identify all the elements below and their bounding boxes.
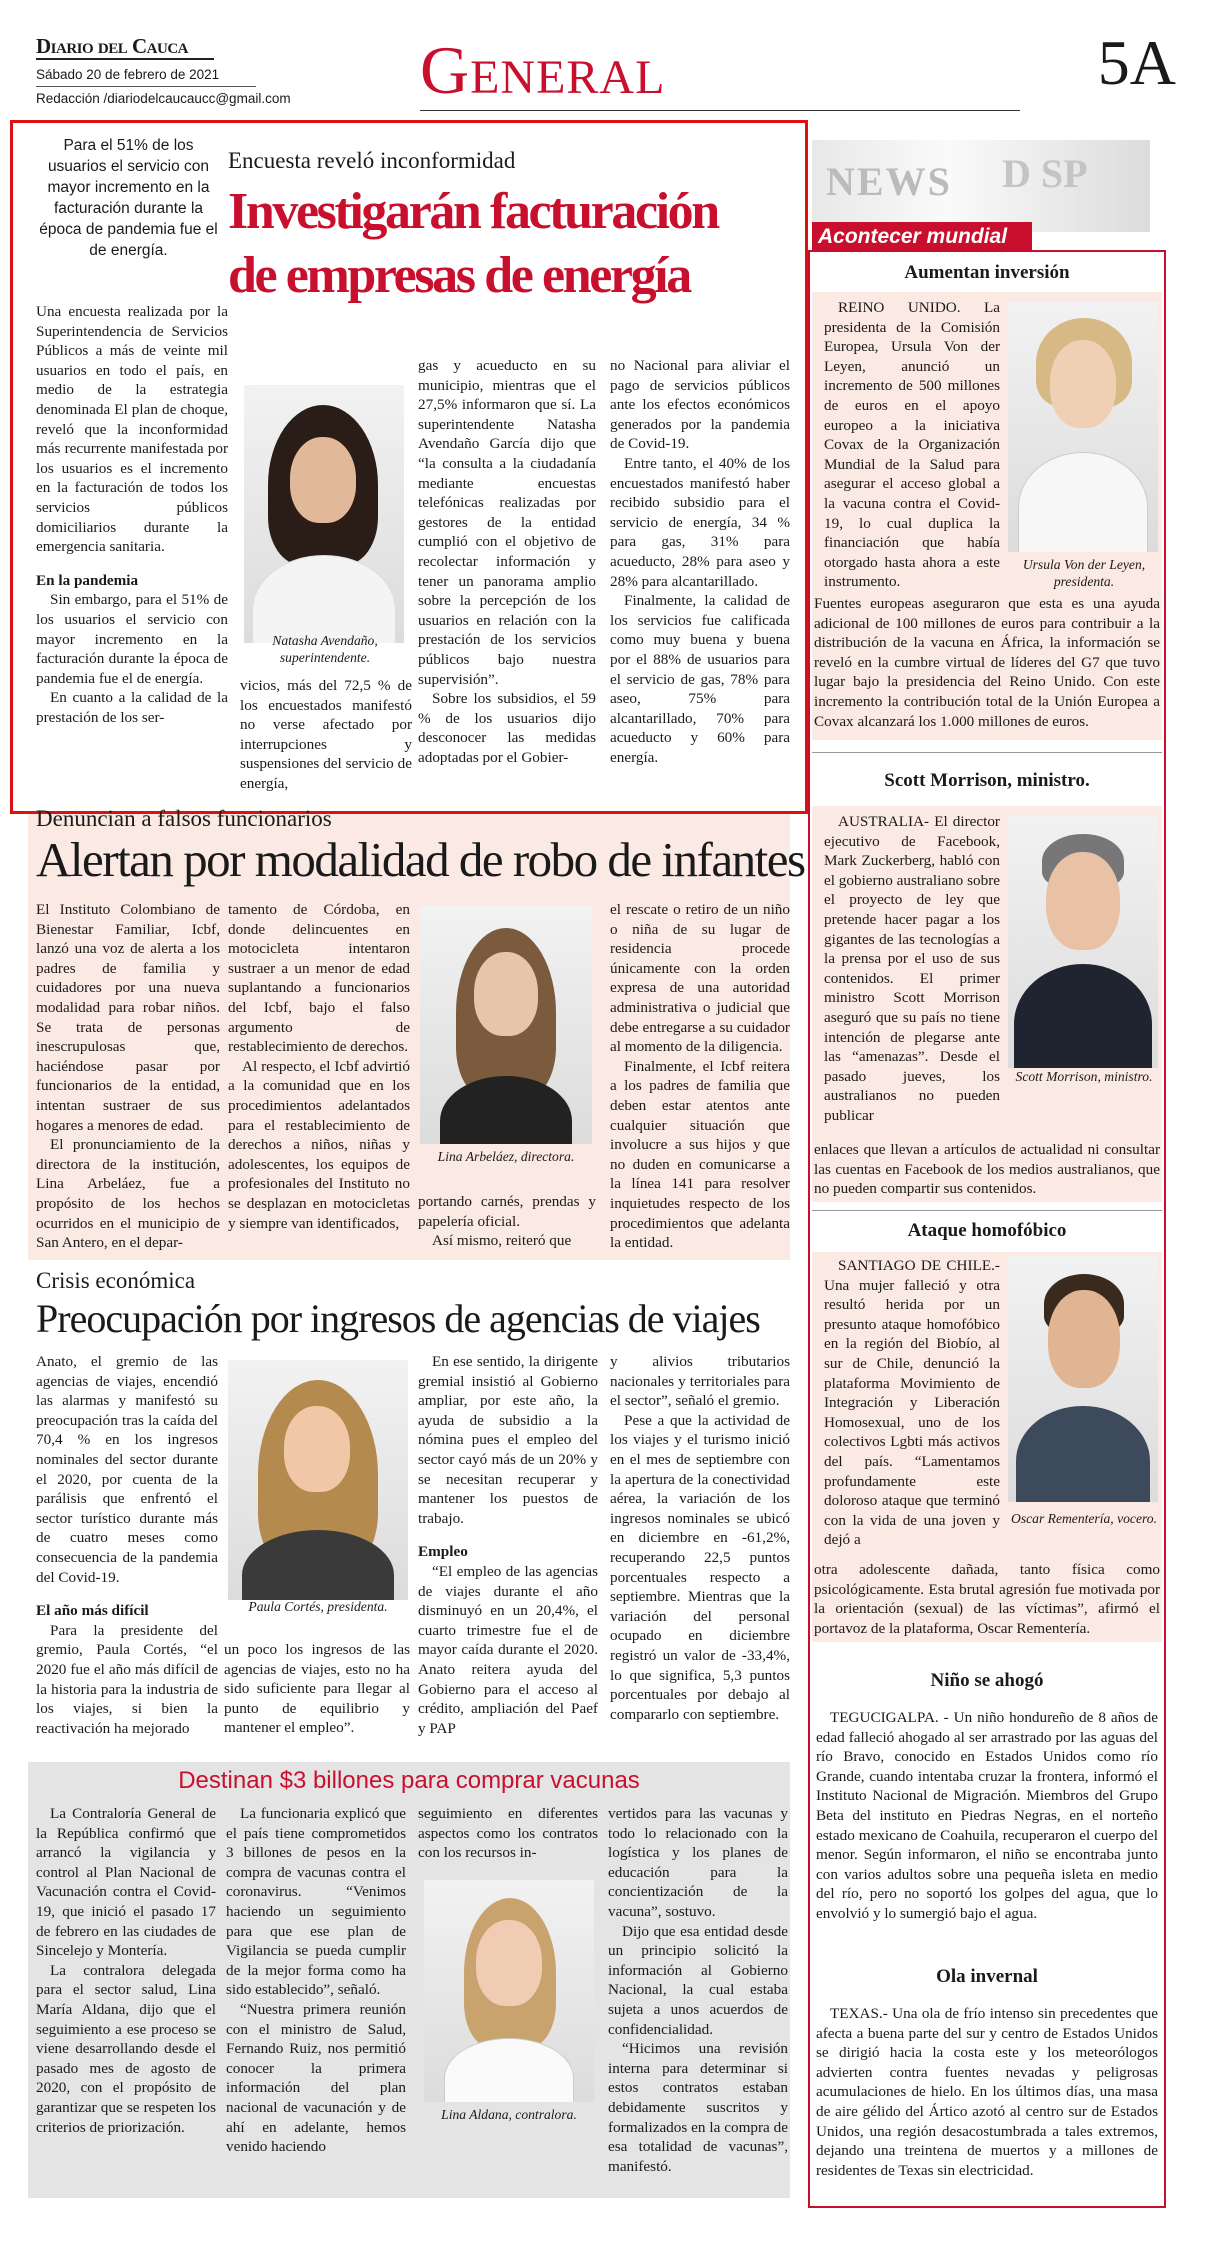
paragraph: TEXAS.- Una ola de frío intenso sin precedentes que afecta a buena parte del sur y centro de Estados Unidos se dirigió hacia la costa este y los meteorólogos advierten contra fuentes nevadas y peligrosas acumulaciones de hielo. En los últimos días, una masa de aire gélido del Ártico azotó al centro sur de Estados Unidos, una región desacostumbrada a tales extremos, dejando una treintena de muertos y a millones de residentes de Texas sin electricidad. [816,2005,1158,2179]
paragraph: La funcionaria explicó que el país tiene comprometidos 3 billones de pesos en la compra de vacunas contra el coronavirus. “Venimos haciendo un seguimiento para que ese plan de Vigilancia se pueda cumplir de la mejor forma como ha sido establecido”, señaló. [226,1805,406,1999]
story-vacunas-col3 [418,1804,598,1863]
story-agencias-col1 [36,1352,218,1738]
story-robo-col3 [418,1192,596,1251]
paragraph: REINO UNIDO. La presidenta de la Comisión Europea, Ursula Von der Leyen, anunció un incremento de 500 millones de euros en el apoyo europeo a la iniciativa Covax de la Organización Mundial de la Salud para asegurar el acceso global a la vacuna contra el Covid-19, lo cual duplica la financiación que había otorgado hasta ahora a este instrumento. [824,299,1000,591]
subhead: En la pandemia [36,571,139,589]
story-vacunas-col1 [36,1804,216,2137]
paragraph: enlaces que llevan a artículos de actualidad ni consultar las cuentas en Facebook de los medios australianos, que no pueden compartir sus contenidos. [814,1141,1160,1198]
sidebar-divider [812,752,1162,753]
sidebar-banner-image: NEWS D SP [812,140,1150,232]
paragraph: En cuanto a la calidad de la prestación de los ser- [36,689,228,726]
story-agencias-col4 [610,1352,790,1724]
photo-lina-arbelaez [420,906,592,1144]
photo-scott-morrison [1008,816,1158,1068]
paragraph: “El empleo de las agencias de viajes durante el año disminuyó en un 20,4%, el cuarto trimestre fue el de mayor caída durante el 2020. Anato reitera ayuda del Gobierno para el acceso al crédito, ampliación del Paef y PAP [418,1562,598,1737]
story-vacunas-col4 [608,1804,788,2176]
headline-line: de empresas de energía [228,247,690,304]
paragraph: Fuentes europeas aseguraron que esta es una ayuda adicional de 100 millones de euros para contribuir a la distribución de la vacuna en África, la información se reveló en la cumbre virtual de líderes del G7 que tuvo lugar bajo la presidencia del Reino Unido. Con este incremento la contribución total de la Unión Europea a Covax alcanzará los 1.000 millones de euros. [814,595,1160,730]
world-item-title: Ola invernal [936,1966,1038,1987]
paragraph: portando carnés, prendas y papelería oficial. [418,1193,596,1230]
photo-lina-aldana [424,1880,594,2102]
story-energy-col4 [610,356,790,767]
story-energy-col1 [36,302,228,727]
photo-caption: Lina Aldana, contralora. [441,2107,577,2122]
photo-caption: Paula Cortés, presidenta. [248,1599,388,1614]
story-vacunas-col2 [226,1804,406,2157]
subhead: Empleo [418,1543,468,1561]
story-agencias-headline: Preocupación por ingresos de agencias de viajes [36,1296,760,1341]
story-agencias-kicker: Crisis económica [36,1268,196,1293]
world-item-text [814,1140,1160,1199]
story-robo-headline: Alertan por modalidad de robo de infantes [36,832,805,887]
world-item-title: Scott Morrison, ministro. [884,770,1090,791]
story-agencias-col3 [418,1352,598,1738]
edition-date: Sábado 20 de febrero de 2021 [36,67,220,82]
paragraph: La contralora delegada para el sector salud, Lina María Aldana, dijo que el seguimiento a ese proceso se viene desarrollando desde el pasado mes de agosto de 2020, con el propósito de garantizar que se respeten los criterios de priorización. [36,1961,216,2136]
paragraph: Anato, el gremio de las agencias de viajes, encendió las alarmas y manifestó su preocupación tras la caída del 70,4 % en los ingresos nominales del sector durante el 2020, por cuenta de la parálisis que enfrentó el sector turístico durante más de cuatro meses como consecuencia de la pandemia del Covid-19. [36,1353,218,1586]
story-robo-kicker: Denuncian a falsos funcionarios [36,806,332,831]
subhead: El año más difícil [36,1602,149,1620]
paragraph: Finalmente, el Icbf reitera a los padres de familia que deben estar atentos ante cualquier situación que involucre a sus hijos y que no duden en comunicarse a la línea 141 para resolver inquietudes respecto de los procedimientos que adelanta la entidad. [610,1057,790,1252]
world-item-text [824,812,1000,1126]
paper-name: Diario del Cauca [36,34,189,58]
paragraph: tamento de Córdoba, en donde delincuentes en motocicleta intentaron sustraer a un menor de edad suplantando a funcionarios del Icbf, bajo el falso argumento de restablecimiento de derechos. [228,901,410,1056]
world-item-text [814,594,1160,731]
story-robo-col1 [36,900,220,1253]
story-energy-pullquote: Para el 51% de los usuarios el servicio con mayor incremento en la facturación durante la época de pandemia fue el de energía. [39,137,218,259]
photo-paula-cortes [228,1360,408,1600]
world-item-title: Niño se ahogó [930,1670,1044,1691]
paragraph: El Instituto Colombiano de Bienestar Familiar, Icbf, lanzó una voz de alerta a los padres de familia y cuidadores por una nueva modalidad para robar niños. Se trata de personas inescrupulosas que, haciéndose pasar por funcionarios de la entidad, intentan sustraer de sus hogares a menores de edad. [36,901,220,1134]
photo-caption: Ursula Von der Leyen, presidenta. [1022,557,1146,589]
paragraph: el rescate o retiro de un niño o niña de su lugar de residencia procede únicamente con la orden expresa de una autoridad administrativa o judicial que debe entregarse a su cuidador al momento de la diligencia. [610,901,790,1056]
world-item-text [824,298,1000,592]
world-item-text [814,1560,1160,1638]
paragraph: y alivios tributarios nacionales y territoriales para el sector”, señaló el gremio. [610,1353,790,1410]
paragraph: Dijo que esa entidad desde un principio solicitó la información al Gobierno Nacional, la cual estaba sujeta a unos acuerdos de confidencialidad. [608,1922,788,2038]
paragraph: En ese sentido, la dirigente gremial insistió al Gobierno ampliar, por este año, la ayuda de subsidio a la nómina pues el empleo del sector cayó más de un 20% y se necesitan recuperar y mantener los puestos de trabajo. [418,1353,598,1527]
paragraph: Una encuesta realizada por la Superintendencia de Servicios Públicos a más de veinte mil usuarios en todo el país, en medio de la estrategia denominada El plan de choque, reveló que la inconformidad más recurrente manifestada por los usuarios es el incremento en la facturación de todos los servicios públicos domiciliarios durante la emergencia sanitaria. [36,303,228,556]
section-title-text: General [420,32,666,108]
world-item-nino [816,1708,1158,1924]
header-rule [420,110,1020,111]
paragraph: Así mismo, reiteró que [432,1232,572,1250]
paragraph: Entre tanto, el 40% de los encuestados manifestó haber recibido subsidio para el servicio de energía, 34 % para gas, 31% para acueducto, 28% para aseo y 28% para alcantarillado. [610,454,790,590]
world-item-text [824,1256,1000,1550]
world-item-title: Aumentan inversión [904,262,1070,283]
section-title [420,32,666,108]
contact-email[interactable]: Redacción /diariodelcaucaucc@gmail.com [36,91,291,106]
world-item-ola [816,2004,1158,2180]
paragraph: vertidos para las vacunas y todo lo relacionado con la logística y los planes de educación para la concientización de la vacuna”, sostuvo. [608,1805,788,1920]
paragraph: Finalmente, la calidad de los servicios fue calificada como muy buena y buena por el 88% de usuarios para el servicio de gas, 78% para aseo, 75% para alcantarillado, 70% para acueducto y 60% para energía. [610,592,790,766]
paragraph: SANTIAGO DE CHILE.- Una mujer falleció y otra resultó herida por un presunto ataque homofóbico en la región del Biobío, al sur de Chile, denunció la plataforma Movimiento de Integración y Liberación Homosexual, uno de los colectivos Lgbti más activos del país. “Lamentamos profundamente este doloroso ataque que terminó con la vida de una joven y dejó a [824,1257,1000,1549]
paragraph: Para la presidente del gremio, Paula Cortés, “el 2020 fue el año más difícil de la historia para la industria de los viajes, si bien la reactivación ha mejorado [36,1621,218,1737]
story-robo-col4 [610,900,790,1253]
photo-caption: Scott Morrison, ministro. [1015,1069,1153,1084]
page-number: 5A [1097,27,1176,98]
story-vacunas-headline: Destinan $3 billones para comprar vacunas [178,1767,640,1794]
story-energy-kicker: Encuesta reveló inconformidad [228,148,516,173]
world-item-title: Ataque homofóbico [907,1220,1067,1241]
photo-natasha-avendano [244,385,404,643]
paragraph: La Contraloría General de la República confirmó que arrancó la vigilancia y control al Plan Nacional de Vacunación contra el Covid-19, que inició el pasado 17 de febrero en las ciudades de Sincelejo y Montería. [36,1805,216,1960]
story-agencias-col2 [224,1640,410,1738]
paragraph: TEGUCIGALPA. - Un niño hondureño de 8 años de edad falleció ahogado al ser arrastrado por las aguas del río Bravo, conocido en Estados Unidos como río Grande, cuando intentaba cruzar la frontera, informó el Instituto Nacional de Migración. Miembros del Grupo Beta del instituto en Piedras Negras, en el norteño estado mexicano de Coahuila, recuperaron el cuerpo del menor. Según informaron, el niño se encontraba junto con varios adultos sobre una pequeña isleta en medio del río, pero no soportó los golpes del agua, que lo envolvió y lo sumergió bajo el agua. [816,1709,1158,1922]
masthead-rule [36,58,214,60]
paragraph: “Hicimos una revisión interna para determinar si estos contratos estaban debidamente suscritos y formalizados en la compra de esa totalidad de vacunas”, manifestó. [608,2040,788,2175]
story-energy-headline [228,180,808,308]
paragraph: Pese a que la actividad de los viajes y el turismo inició en el mes de septiembre con la apertura de la conectividad aérea, la variación de los ingresos nominales se ubicó en diciembre en -61,2%, recuperando 22,5 puntos porcentuales respecto a septiembre. Mientras que la variación del personal ocupado en diciembre registró un valor de -33,4%, lo que significa, 5,3 puntos porcentuales por debajo al compararlo con septiembre. [610,1411,790,1723]
photo-caption: Natasha Avendaño, superintendente. [272,633,378,665]
paragraph: El pronunciamiento de la directora de la institución, Lina Arbeláez, fue a propósito de los hechos ocurridos en el municipio de San Antero, en el depar- [36,1136,220,1252]
photo-ursula-von-der-leyen [1008,302,1158,552]
paragraph: otra adolescente dañada, tanto física como psicológicamente. Esta brutal agresión fue motivada por la orientación (sexual) de las víctimas”, afirmó el portavoz de la plataforma, Oscar Rementería. [814,1561,1160,1637]
paragraph: Sobre los subsidios, el 59 % de los usuarios dijo desconocer las medidas adoptadas por el Gobier- [418,690,596,766]
paragraph: no Nacional para aliviar el pago de servicios públicos ante los efectos económicos generados por la pandemia de Covid-19. [610,357,790,453]
photo-caption: Lina Arbeláez, directora. [437,1149,575,1164]
paragraph: AUSTRALIA- El director ejecutivo de Facebook, Mark Zuckerberg, habló con el gobierno australiano sobre el proyecto de ley que pretende hacer pagar a los gigantes de las tecnologías a la prensa por el uso de sus contenidos. El primer ministro Scott Morrison aseguró que su país no tiene intención de plegarse ante las “amenazas”. Desde el pasado jueves, los australianos no pueden publicar [824,813,1000,1124]
paragraph: Al respecto, el Icbf advirtió a la comunidad que en los procedimientos adelantados para el restablecimiento de derechos a niños, niñas y adolescentes, los equipos de profesionales del Instituto no se desplazan en motocicletas y siempre van identificados, [228,1057,410,1232]
headline-line: Investigarán facturación [228,183,718,240]
paragraph: “Nuestra primera reunión con el ministro de Salud, Fernando Ruiz, nos permitió conocer la primera información del plan nacional de vacunación y de ahí en adelante, hemos venido haciendo [226,2000,406,2156]
story-energy-col2 [240,676,412,794]
masthead-rule [36,86,256,87]
story-energy-col3 [418,356,596,767]
photo-caption: Oscar Rementería, vocero. [1011,1511,1157,1526]
sidebar-divider [812,1210,1162,1211]
photo-oscar-rementeria [1008,1256,1158,1502]
paragraph: Sin embargo, para el 51% de los usuarios el servicio con mayor incremento en la facturación durante la época de pandemia fue el de energía. [36,591,228,687]
sidebar-banner-label: Acontecer mundial [812,222,1032,252]
story-robo-col2 [228,900,410,1233]
paragraph: seguimiento en diferentes aspectos como los contratos con los recursos in- [418,1805,598,1862]
paragraph: un poco los ingresos de las agencias de viajes, esto no ha sido suficiente para llegar al punto de equilibrio y mantener el empleo”. [224,1641,410,1737]
paragraph: gas y acueducto en su municipio, mientras que el 27,5% informaron que sí. La superintendente Natasha Avendaño García dijo que “la consulta a la ciudadanía mediante encuestas telefónicas realizadas por gestores de la entidad cumplió con el objetivo de recolectar información y tener un panorama amplio sobre la percepción de los usuarios en relación con la prestación de los servicios públicos bajo nuestra supervisión”. [418,357,596,688]
paragraph: vicios, más del 72,5 % de los encuestados manifestó no verse afectado por interrupciones y suspensiones del servicio de energía, [240,677,412,792]
